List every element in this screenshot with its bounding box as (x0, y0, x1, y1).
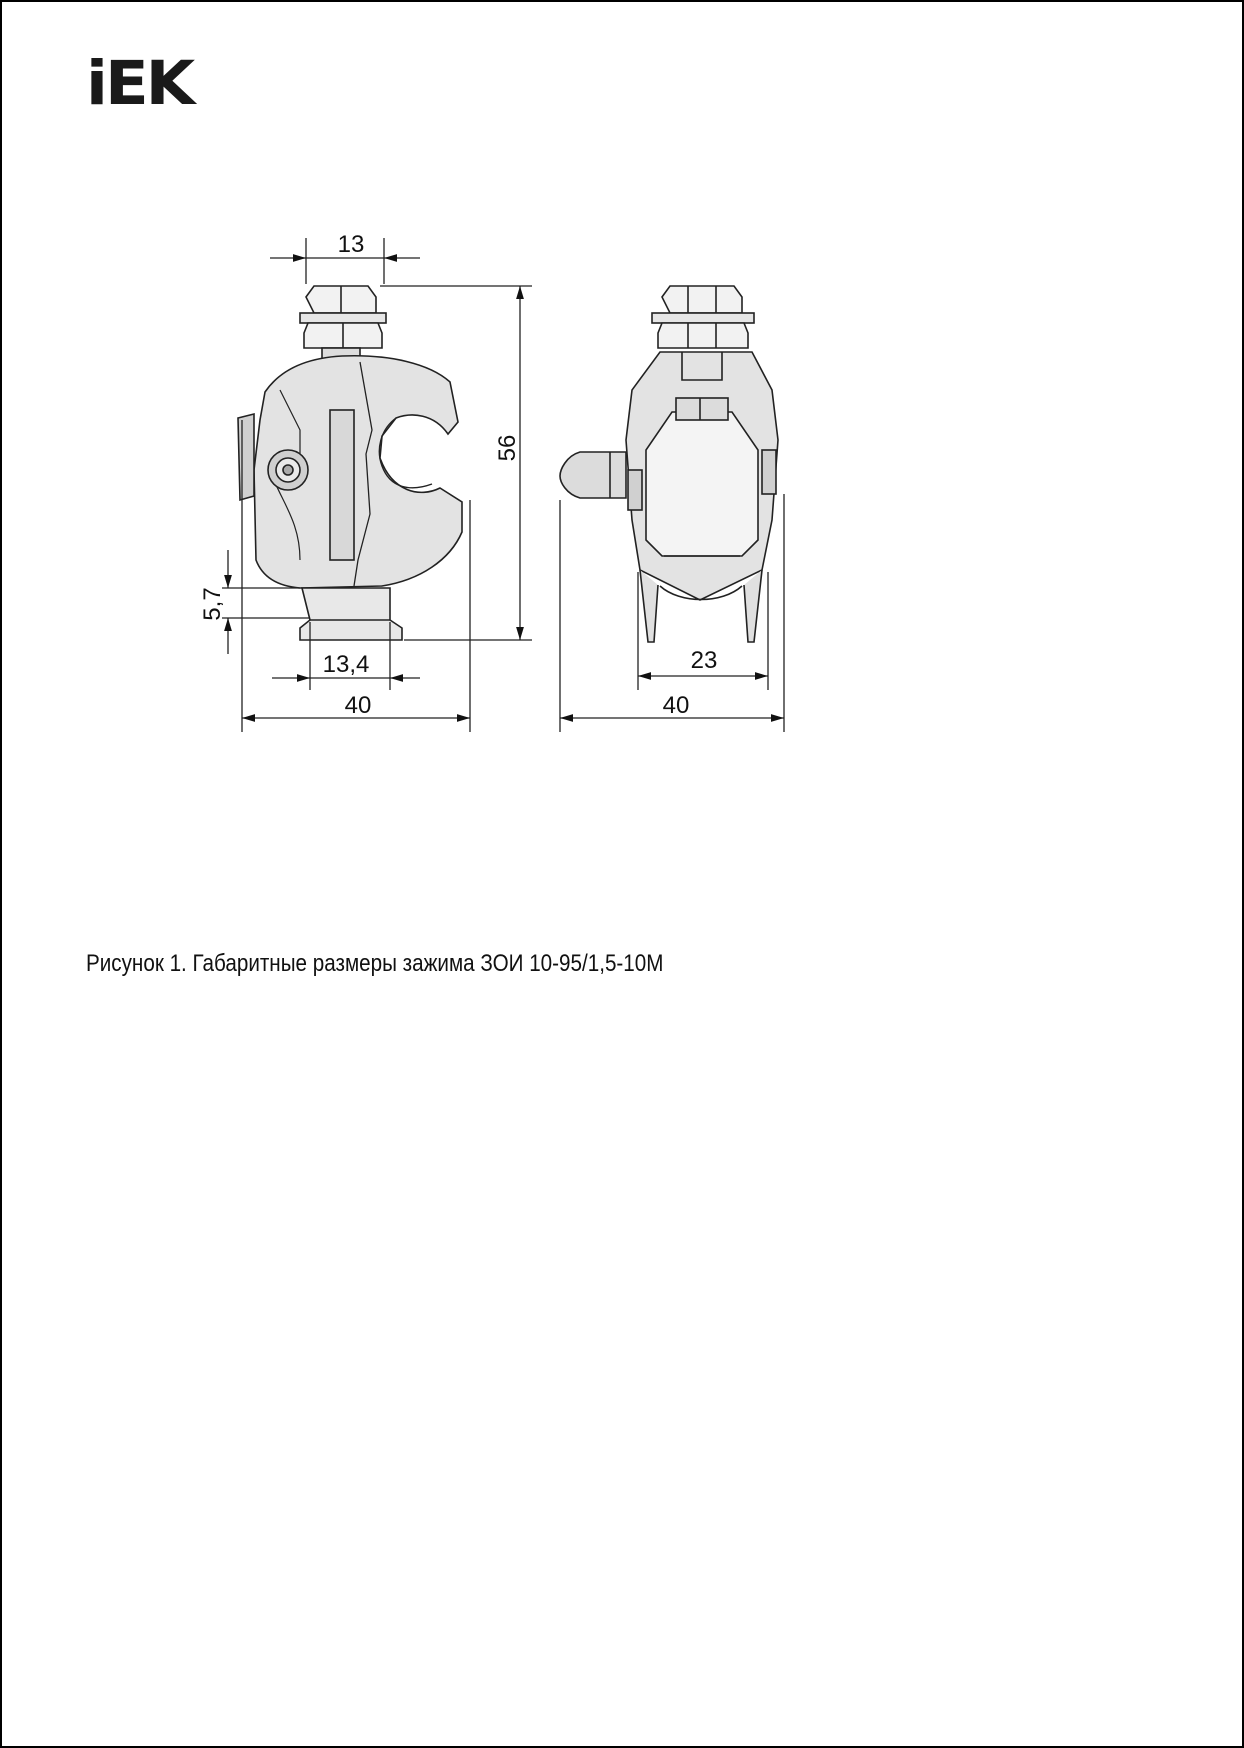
dim-label-40-front: 40 (662, 692, 690, 719)
dim-label-5-7: 5,7 (199, 587, 226, 621)
side-view (238, 286, 462, 640)
front-view (560, 286, 778, 642)
figure-caption: Рисунок 1. Габаритные размеры зажима ЗОИ 10-95/1,5-10М (86, 950, 664, 977)
dim-label-23: 23 (690, 647, 718, 674)
iek-logo: iEK (86, 48, 193, 120)
dim-label-13-4: 13,4 (322, 651, 370, 678)
dim-label-56: 56 (494, 434, 521, 462)
dim-label-13: 13 (337, 231, 365, 258)
dim-label-40-side: 40 (344, 692, 372, 719)
